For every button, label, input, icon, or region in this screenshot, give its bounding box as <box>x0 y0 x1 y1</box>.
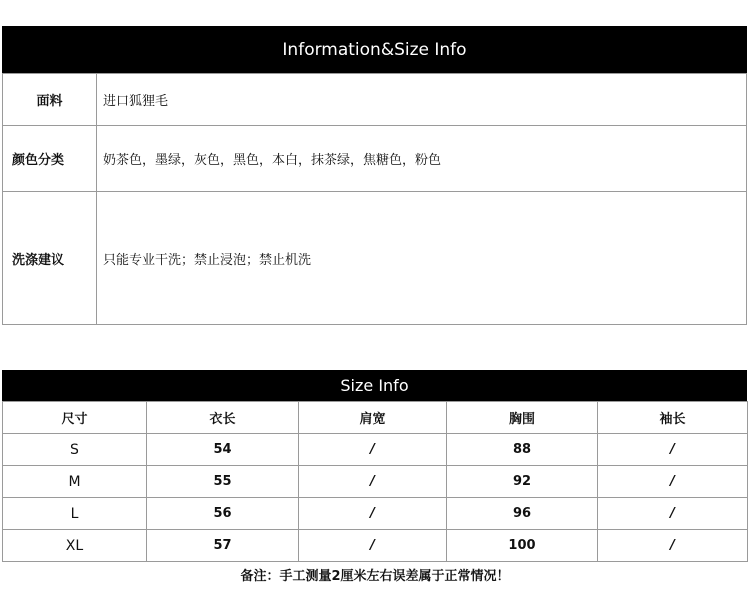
table-row <box>3 498 748 530</box>
information-table <box>2 73 747 325</box>
shoulder-cell: / <box>299 498 447 530</box>
column-header-size: 尺寸 <box>3 402 147 434</box>
sleeve-cell: / <box>598 434 748 466</box>
size-title: Size Info <box>2 370 747 401</box>
fabric-value: 进口狐狸毛 <box>97 74 747 126</box>
column-header-length: 衣长 <box>147 402 299 434</box>
wash-value: 只能专业干洗；禁止浸泡；禁止机洗 <box>97 192 747 325</box>
bust-cell: 100 <box>447 530 598 562</box>
shoulder-cell: / <box>299 434 447 466</box>
color-value: 奶茶色，墨绿，灰色，黑色，本白，抹茶绿，焦糖色，粉色 <box>97 126 747 192</box>
size-cell: M <box>3 466 147 498</box>
table-row <box>3 466 748 498</box>
length-cell: 56 <box>147 498 299 530</box>
size-panel <box>2 370 747 562</box>
color-row <box>3 126 747 192</box>
color-label: 颜色分类 <box>3 126 97 192</box>
bust-cell: 88 <box>447 434 598 466</box>
sleeve-cell: / <box>598 498 748 530</box>
wash-row <box>3 192 747 325</box>
bust-cell: 92 <box>447 466 598 498</box>
wash-label: 洗涤建议 <box>3 192 97 325</box>
size-table <box>2 401 748 562</box>
length-cell: 55 <box>147 466 299 498</box>
size-cell: S <box>3 434 147 466</box>
table-row <box>3 434 748 466</box>
column-header-sleeve: 袖长 <box>598 402 748 434</box>
length-cell: 57 <box>147 530 299 562</box>
size-cell: L <box>3 498 147 530</box>
sleeve-cell: / <box>598 466 748 498</box>
bust-cell: 96 <box>447 498 598 530</box>
fabric-row <box>3 74 747 126</box>
shoulder-cell: / <box>299 466 447 498</box>
measurement-note: 备注：手工测量2厘米左右误差属于正常情况！ <box>240 569 510 584</box>
information-panel <box>2 26 747 325</box>
information-title: Information&Size Info <box>2 26 747 73</box>
column-header-shoulder: 肩宽 <box>299 402 447 434</box>
column-header-bust: 胸围 <box>447 402 598 434</box>
size-cell: XL <box>3 530 147 562</box>
fabric-label: 面料 <box>3 74 97 126</box>
table-row <box>3 530 748 562</box>
sleeve-cell: / <box>598 530 748 562</box>
length-cell: 54 <box>147 434 299 466</box>
size-header-row <box>3 402 748 434</box>
shoulder-cell: / <box>299 530 447 562</box>
